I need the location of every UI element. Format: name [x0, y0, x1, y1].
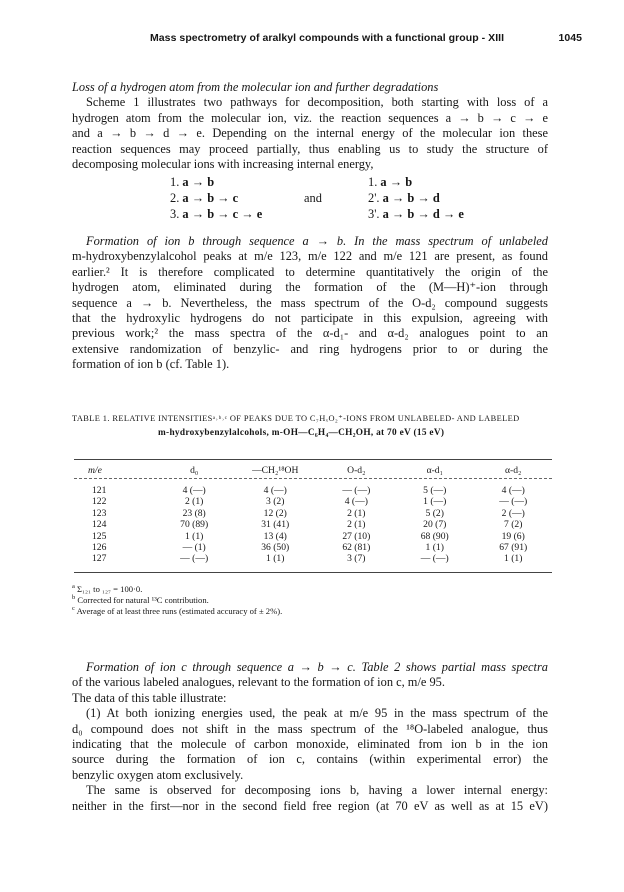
section-heading: Loss of a hydrogen atom from the molecular ion and further degradations [72, 80, 439, 94]
table-footnote: $^b$ Corrected for natural ¹³C contribution. [72, 594, 209, 605]
sequence-item: 1. a → b [170, 175, 215, 189]
paragraph-line: The data of this table illustrate: [72, 690, 227, 705]
paragraph-line: The same is observed for decomposing ions b, having a lower internal energy: [86, 783, 548, 798]
sequence-item: 2'. a → b → d [368, 191, 440, 205]
paragraph-line: hydrogen atom from the molecular ion, viz. the reaction sequences a → b → c → e [72, 110, 548, 125]
table-header-row [74, 461, 552, 479]
column-header: —CH₂¹⁸OH [252, 464, 299, 476]
paragraph-line: extensive randomization of benzylic- and ring hydrogens prior to or during the [72, 341, 548, 356]
sequence-item: 3. a → b → c → e [170, 207, 263, 221]
table-row: 127 — (—) 1 (1) 3 (7) — (—) 1 (1) [92, 553, 523, 565]
section-formation-ion-c [72, 660, 548, 814]
paragraph-line: benzylic oxygen atom exclusively. [72, 767, 244, 782]
paragraph-line: neither in the first—nor in the second field free region (at 70 eV as well as at 15 eV) [72, 798, 548, 813]
paragraph-line: sequence a → b. Nevertheless, the mass spectrum of the O-d₂ compound suggests [72, 295, 548, 310]
paragraph-line: that the hydroxylic hydrogens do not participate in this expulsion, agreeing with [72, 311, 548, 326]
paragraph-line: hydrogen atom, eliminated during the formation of the (M—H)⁺-ion through [72, 280, 548, 295]
paragraph-line: d₀ compound does not shift in the mass spectrum of the ¹⁸O-labeled analogue, thus [72, 721, 548, 736]
table-row: 125 1 (1) 13 (4) 27 (10) 68 (90) 19 (6) [92, 530, 525, 542]
sequence-and: and [304, 191, 322, 205]
column-header: α-d₂ [505, 464, 522, 476]
paragraph-line: formation of ion b (cf. Table 1). [72, 357, 230, 372]
page-number: 1045 [558, 32, 582, 44]
paragraph-line: indicating that the molecule of carbon monoxide, eliminated from ion b in the ion [72, 737, 548, 752]
paragraph-line: source during the formation of ion c, contains (within experimental error) the [72, 752, 548, 767]
table-row: 122 2 (1) 3 (2) 4 (—) 1 (—) — (—) [92, 496, 528, 508]
column-header: O-d₂ [347, 464, 366, 476]
paragraph-line: earlier.² It is therefore complicated to determine quantitatively the origin of the [72, 264, 548, 279]
sequence-item: 2. a → b → c [170, 191, 239, 205]
sequence-list-left [170, 174, 262, 222]
table-bottom-rule [74, 572, 552, 573]
table-row: 126 — (1) 36 (50) 62 (81) 1 (1) 67 (91) [92, 542, 528, 554]
sequence-list-right [368, 174, 464, 222]
paragraph-line: decomposing molecular ions with increasing internal energy, [72, 157, 374, 172]
section-formation-ion-b [72, 234, 548, 373]
running-header [150, 32, 582, 44]
paragraph-line: previous work;² the mass spectra of the α-d₁- and α-d₂ analogues point to an [72, 326, 548, 341]
paragraph-line: of the various labeled analogues, relevant to the formation of ion c, m/e 95. [72, 675, 445, 690]
paragraph-line: m-hydroxybenzylalcohol peaks at m/e 123, m/e 122 and m/e 121 are present, as found [72, 249, 548, 264]
table-caption-line2: m-hydroxybenzylalcohols, m-OH—C₆H₄—CH₂OH, at 70 eV (15 eV) [158, 428, 445, 438]
sequence-item: 3'. a → b → d → e [368, 207, 464, 221]
column-header: m/e [88, 464, 102, 476]
section-loss-of-hydrogen [72, 80, 548, 172]
sequence-item: 1. a → b [368, 175, 413, 189]
paragraph-line: Formation of ion b through sequence a → b. In the mass spectrum of unlabeled [86, 234, 548, 248]
data-table [74, 461, 552, 565]
paragraph-line: (1) At both ionizing energies used, the peak at m/e 95 in the mass spectrum of the [86, 706, 548, 721]
paragraph-line: Scheme 1 illustrates two pathways for decomposition, both starting with loss of a [86, 95, 548, 110]
table-footnote: $^c$ Average of at least three runs (estimated accuracy of ± 2%). [72, 605, 283, 616]
table-row: 124 70 (89) 31 (41) 2 (1) 20 (7) 7 (2) [92, 519, 523, 531]
running-title: Mass spectrometry of aralkyl compounds with a functional group - XIII [150, 32, 505, 44]
table-row: 123 23 (8) 12 (2) 2 (1) 5 (2) 2 (—) [92, 507, 525, 519]
paragraph-line: and a → b → d → e. Depending on the internal energy of the molecular ion these [72, 126, 548, 141]
table-row: 121 4 (—) 4 (—) — (—) 5 (—) 4 (—) [92, 485, 525, 496]
table-caption: TABLE 1. RELATIVE INTENSITIESᵃ˒ᵇ˒ᶜ OF PEAKS DUE TO C₇HₓO₂⁺-IONS FROM UNLABELED- AND LABELED [72, 414, 520, 423]
table-footnote: $^a$ Σ₁₂₁ to ₁₂₇ = 100·0. [72, 583, 143, 594]
column-header: α-d₁ [426, 464, 443, 476]
table-top-rule [74, 459, 552, 460]
paragraph-line: Formation of ion c through sequence a → b → c. Table 2 shows partial mass spectra [86, 660, 548, 674]
paragraph-line: reaction sequences may proceed partially, thus enabling us to study the structure of [72, 141, 548, 156]
column-header: d₀ [190, 464, 199, 476]
